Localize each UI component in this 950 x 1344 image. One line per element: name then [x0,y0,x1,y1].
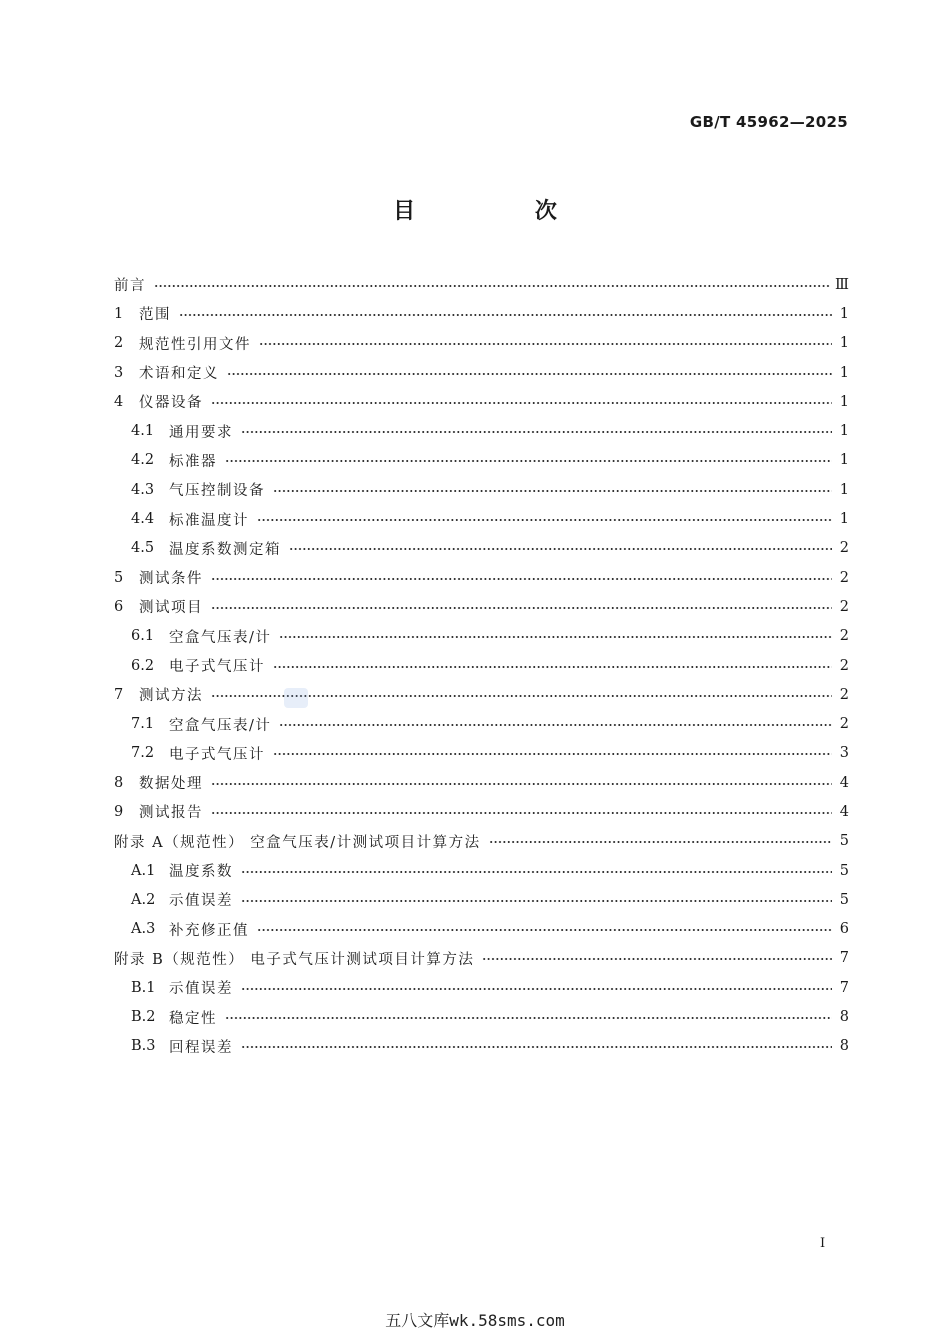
toc-entry-number: A.1 [131,862,156,879]
standard-number: GB/T 45962—2025 [689,113,848,131]
toc-dot-leader [259,343,832,345]
toc-entry[interactable] [114,973,849,1002]
toc-entry[interactable] [114,768,849,797]
toc-entry[interactable] [114,709,849,738]
toc-entry-label: 范围 [139,307,171,324]
toc-entry[interactable] [114,416,849,445]
toc-entry-page: 1 [839,452,849,469]
toc-dot-leader [241,1046,832,1048]
toc-entry-number: 7 [114,686,124,703]
toc-entry-number: 4.3 [131,481,155,498]
toc-entry-number: B.1 [131,979,156,996]
toc-entry[interactable] [114,1002,849,1031]
toc-entry[interactable] [114,622,849,651]
toc-entry-page: 2 [839,628,849,645]
toc-entry-page: 5 [839,862,849,879]
toc-entry-number: 4.4 [131,511,155,528]
toc-dot-leader [241,900,832,902]
toc-entry[interactable] [114,827,849,856]
toc-entry[interactable] [114,651,849,680]
toc-entry[interactable] [114,797,849,826]
toc-entry-page: 3 [839,745,849,762]
toc-entry-page: 2 [839,569,849,586]
toc-dot-leader [179,314,832,316]
toc-dot-leader [273,753,832,755]
toc-entry-label: 空盒气压表/计 [169,629,272,646]
toc-entry-number: 5 [114,569,124,586]
toc-dot-leader [279,636,832,638]
toc-entry-label: 通用要求 [169,424,233,441]
toc-entry-number: 2 [114,335,124,352]
toc-entry-label: 回程误差 [169,1039,233,1056]
toc-dot-leader [211,578,832,580]
toc-entry[interactable] [114,1032,849,1061]
toc-entry-number: 6.1 [131,628,155,645]
toc-entry-page: 4 [839,803,849,820]
table-of-contents [114,270,849,1061]
toc-entry[interactable] [114,944,849,973]
toc-entry[interactable] [114,563,849,592]
toc-entry-label: 测试报告 [139,805,203,822]
toc-dot-leader [257,929,832,931]
toc-entry[interactable] [114,680,849,709]
toc-entry-page: 2 [839,716,849,733]
toc-entry-page: 5 [839,833,849,850]
toc-dot-leader [289,548,832,550]
toc-entry-label: 测试条件 [139,571,203,588]
faint-watermark-mark [284,688,308,708]
toc-entry-page: 7 [839,979,849,996]
toc-entry[interactable] [114,856,849,885]
toc-entry-page: 8 [839,1009,849,1026]
toc-dot-leader [273,490,832,492]
toc-entry-page: 1 [839,364,849,381]
toc-entry-number: A.2 [131,891,156,908]
page-title: 目 次 [393,199,613,224]
toc-entry-label: 示值误差 [169,981,233,998]
toc-entry[interactable] [114,358,849,387]
toc-entry-label: 附录 A（规范性） 空盒气压表/计测试项目计算方法 [114,834,481,851]
toc-entry-page: Ⅲ [835,276,849,293]
toc-entry-label: 稳定性 [169,1010,217,1027]
toc-entry[interactable] [114,739,849,768]
toc-dot-leader [273,666,832,668]
toc-entry-label: 补充修正值 [169,922,249,939]
toc-entry-label: 标准温度计 [169,512,249,529]
toc-dot-leader [211,783,832,785]
toc-entry[interactable] [114,270,849,299]
toc-entry-label: 气压控制设备 [169,483,265,500]
toc-dot-leader [489,841,832,843]
toc-entry-number: 6 [114,598,124,615]
toc-entry-label: 仪器设备 [139,395,203,412]
toc-dot-leader [227,373,832,375]
toc-entry-page: 1 [839,305,849,322]
site-watermark: 五八文库wk.58sms.com [385,1311,565,1330]
toc-entry-label: 前言 [114,278,146,295]
toc-dot-leader [225,1017,832,1019]
toc-entry[interactable] [114,446,849,475]
toc-entry-page: 1 [839,335,849,352]
toc-entry-page: 5 [839,891,849,908]
toc-entry-page: 2 [839,540,849,557]
toc-entry-number: 4.1 [131,423,155,440]
toc-entry-page: 7 [839,950,849,967]
toc-entry-page: 1 [839,393,849,410]
toc-entry-page: 2 [839,657,849,674]
toc-entry-number: A.3 [131,921,156,938]
toc-entry[interactable] [114,534,849,563]
toc-entry-number: 3 [114,364,124,381]
toc-entry-number: 7.2 [131,745,155,762]
toc-entry-number: B.2 [131,1009,156,1026]
toc-entry-label: 测试方法 [139,688,203,705]
toc-dot-leader [154,285,830,287]
toc-entry-label: 附录 B（规范性） 电子式气压计测试项目计算方法 [114,951,475,968]
toc-entry-number: 9 [114,803,124,820]
toc-dot-leader [211,607,832,609]
toc-entry-page: 1 [839,423,849,440]
toc-entry-label: 标准器 [169,453,217,470]
toc-entry[interactable] [114,387,849,416]
toc-entry-number: 6.2 [131,657,155,674]
toc-entry[interactable] [114,329,849,358]
toc-entry-number: 4 [114,393,124,410]
toc-entry-number: 7.1 [131,716,155,733]
toc-entry-label: 规范性引用文件 [139,336,251,353]
toc-entry-label: 空盒气压表/计 [169,717,272,734]
toc-entry-number: 8 [114,774,124,791]
toc-entry[interactable] [114,504,849,533]
toc-entry-label: 温度系数 [169,864,233,881]
toc-dot-leader [482,958,832,960]
toc-entry-page: 8 [839,1038,849,1055]
toc-dot-leader [279,724,832,726]
toc-entry[interactable] [114,915,849,944]
toc-entry-label: 电子式气压计 [169,659,265,675]
toc-entry-page: 2 [839,598,849,615]
toc-entry-number: 4.5 [131,540,155,557]
toc-entry-label: 温度系数测定箱 [169,541,281,558]
toc-entry[interactable] [114,299,849,328]
toc-entry-label: 测试项目 [139,600,203,617]
toc-dot-leader [241,988,832,990]
toc-entry[interactable] [114,475,849,504]
toc-entry-number: 1 [114,305,124,322]
toc-entry-page: 4 [839,774,849,791]
toc-entry-number: 4.2 [131,452,155,469]
toc-entry-label: 数据处理 [139,776,203,793]
toc-entry[interactable] [114,592,849,621]
toc-dot-leader [211,402,832,404]
toc-entry-page: 2 [839,686,849,703]
toc-entry-label: 示值误差 [169,893,233,910]
toc-entry-page: 6 [839,921,849,938]
toc-dot-leader [257,519,832,521]
page-number: I [820,1236,826,1251]
toc-dot-leader [241,871,832,873]
toc-dot-leader [241,431,832,433]
toc-entry-label: 术语和定义 [139,366,219,383]
toc-dot-leader [225,460,832,462]
toc-entry-number: B.3 [131,1038,156,1055]
toc-entry-page: 1 [839,481,849,498]
toc-entry[interactable] [114,885,849,914]
toc-dot-leader [211,812,832,814]
toc-entry-page: 1 [839,511,849,528]
toc-entry-label: 电子式气压计 [169,746,265,763]
